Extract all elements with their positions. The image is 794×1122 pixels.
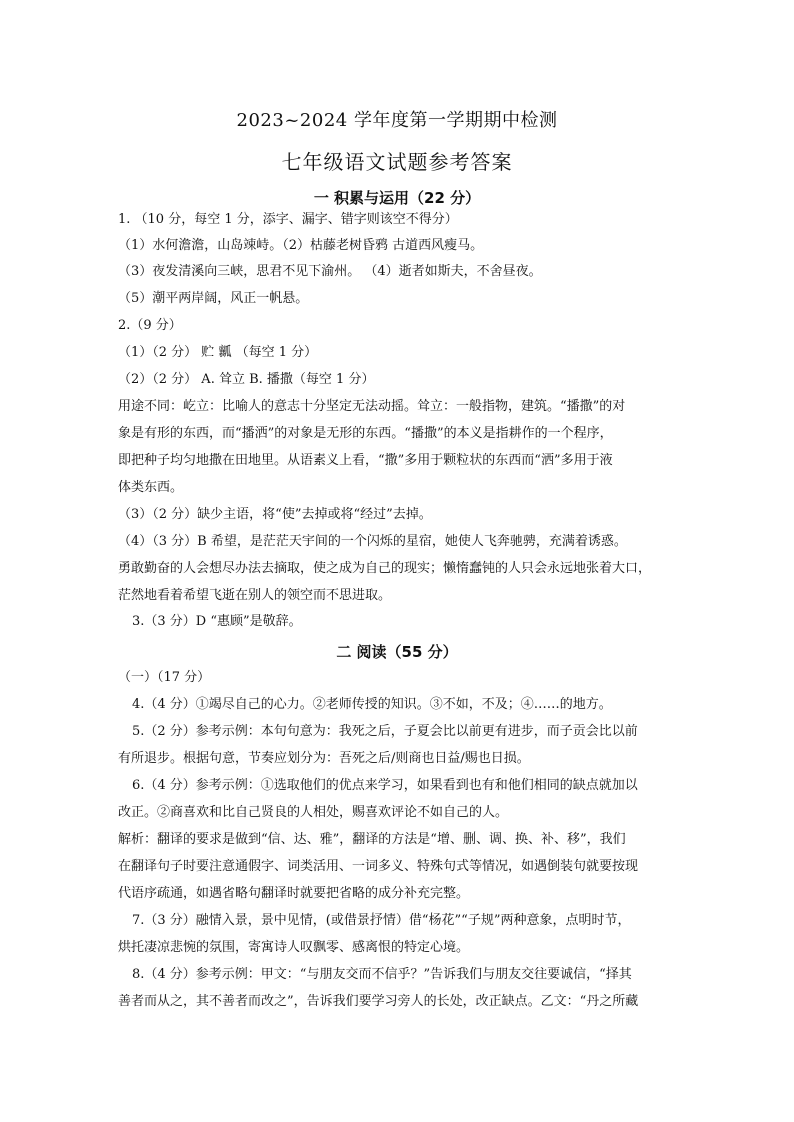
text-line: 体类东西。 — [118, 480, 184, 495]
text-line: （3）（2 分）缺少主语，将“使”去掉或将“经过”去掉。 — [118, 507, 432, 522]
text-line: 茫然地看着希望飞逝在别人的领空而不思进取。 — [118, 588, 392, 603]
text-line: 善者而从之，其不善者而改之”，告诉我们要学习旁人的长处，改正缺点。乙文：“丹之所藏 — [118, 994, 639, 1009]
text-line: 在翻译句子时要注意通假字、词类活用、一词多义、特殊句式等情况，如遇倒装句就要按现 — [118, 859, 639, 874]
text-line: 1. （10 分，每空 1 分，添字、漏字、错字则该空不得分） — [118, 212, 458, 227]
doc-subtitle: 七年级语文试题参考答案 — [281, 150, 513, 174]
text-line: 6.（4 分）参考示例：①选取他们的优点来学习，如果看到也有和他们相同的缺点就加以 — [132, 778, 638, 793]
section-heading-1: 一 积累与运用（22 分） — [313, 189, 481, 207]
text-line: 有所退步。根据句意，节奏应划分为：吾死之后/则商也日益/赐也日损。 — [118, 751, 530, 766]
text-line: （一）（17 分） — [118, 670, 211, 685]
text-line: 勇敢勤奋的人会想尽办法去摘取，使之成为自己的现实；懒惰蠢钝的人只会永远地张着大口， — [118, 561, 652, 576]
doc-title: 2023~2024 学年度第一学期期中检测 — [236, 110, 558, 131]
text-line: 即把种子均匀地撒在田地里。从语素义上看，“撒”多用于颗粒状的东西而“洒”多用于液 — [118, 453, 613, 468]
text-line: （4）（3 分）B 希望，是茫茫天宇间的一个闪烁的星宿，她使人飞奔驰骋，充满着诱惑。 — [118, 534, 627, 549]
text-line: （1）（2 分） 贮 瓤 （每空 1 分） — [118, 345, 318, 360]
text-line: （3）夜发清溪向三峡，思君不见下渝州。 （4）逝者如斯夫，不舍昼夜。 — [118, 264, 542, 279]
text-line: （2）（2 分） A. 耸立 B. 播撒（每空 1 分） — [118, 372, 375, 387]
text-line: 5.（2 分）参考示例：本句句意为：我死之后，子夏会比以前更有进步，而子贡会比以前 — [132, 724, 638, 739]
text-line: 用途不同：屹立：比喻人的意志十分坚定无法动摇。耸立：一般指物，建筑。“播撒”的对 — [118, 399, 626, 414]
text-line: 代语序疏通，如遇省略句翻译时就要把省略的成分补充完整。 — [118, 886, 470, 901]
section-heading-2: 二 阅读（55 分） — [336, 643, 458, 661]
text-line: 7.（3 分）融情入景，景中见情，(或借景抒情）借“杨花”“子规”两种意象，点明时节， — [132, 913, 631, 928]
text-line: 象是有形的东西，而“播洒”的对象是无形的东西。“播撒”的本义是指耕作的一个程序， — [118, 426, 613, 441]
text-line: 8.（4 分）参考示例：甲文：“与朋友交而不信乎？”告诉我们与朋友交往要诚信，“择其 — [132, 967, 632, 982]
text-line: （1）水何澹澹，山岛竦峙。（2）枯藤老树昏鸦 古道西风瘦马。 — [118, 238, 484, 253]
text-line: 3.（3 分）D “惠顾”是敬辞。 — [132, 614, 302, 629]
text-line: 解析：翻译的要求是做到“信、达、雅”，翻译的方法是“增、删、调、换、补、移”，我们 — [118, 832, 626, 847]
text-line: 烘托凄凉悲惋的氛围，寄寓诗人叹飘零、感离恨的特定心境。 — [118, 940, 470, 955]
text-line: 改正。②商喜欢和比自己贤良的人相处，赐喜欢评论不如自己的人。 — [118, 805, 509, 820]
text-line: 4.（4 分）①竭尽自己的心力。②老师传授的知识。③不如，不及；④……的地方。 — [132, 697, 612, 712]
text-line: 2.（9 分） — [118, 318, 182, 333]
text-line: （5）潮平两岸阔，风正一帆悬。 — [118, 291, 309, 306]
